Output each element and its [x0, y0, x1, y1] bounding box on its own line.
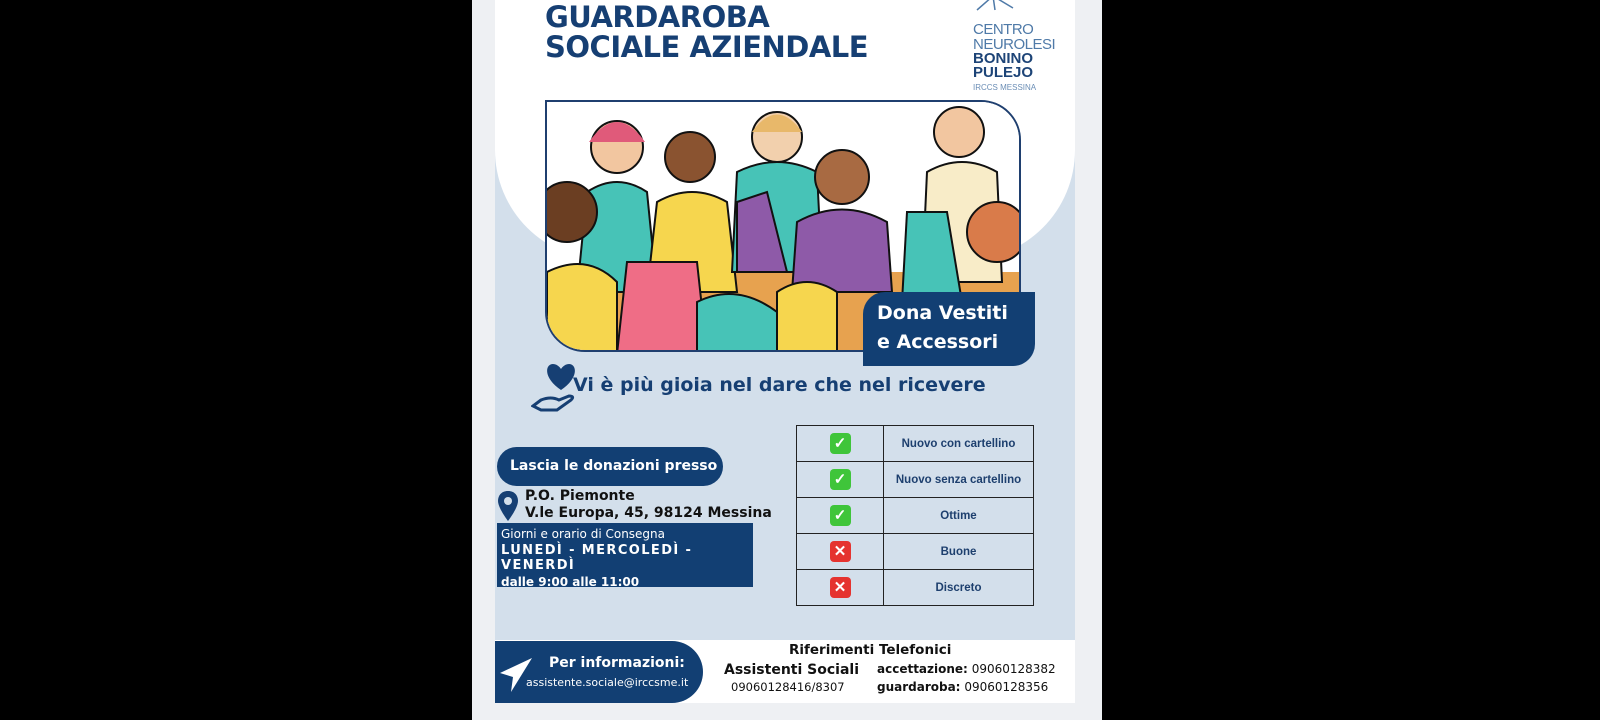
phone-references-title: Riferimenti Telefonici: [789, 642, 952, 658]
logo-text: PULEJO: [973, 64, 1034, 81]
condition-label: Discreto: [884, 570, 1034, 606]
title-line: GUARDAROBA: [545, 0, 770, 34]
wardrobe-number: 09060128356: [964, 680, 1049, 694]
logo: [973, 0, 1055, 92]
page-title: [545, 2, 868, 62]
title-line: SOCIALE AZIENDALE: [545, 30, 869, 64]
hours-time: dalle 9:00 alle 11:00: [501, 575, 640, 589]
cross-icon: ✕: [830, 577, 851, 598]
motto-text: Vi è più gioia nel dare che nel ricevere: [573, 374, 986, 396]
info-email[interactable]: assistente.sociale@irccsme.it: [526, 676, 689, 689]
footer: [495, 640, 1075, 703]
status-cell: [797, 498, 884, 534]
cross-icon: ✕: [830, 541, 851, 562]
banner-line: Dona Vestiti: [877, 302, 1008, 324]
check-icon: ✓: [830, 469, 851, 490]
social-workers-phone: 09060128416/8307: [731, 680, 845, 694]
condition-label: Nuovo con cartellino: [884, 426, 1034, 462]
acceptance-number: 09060128382: [971, 662, 1056, 676]
info-title: Per informazioni:: [549, 655, 685, 671]
logo-text: BONINO: [973, 50, 1033, 67]
table-row: [797, 462, 1034, 498]
table-row: [797, 426, 1034, 462]
acceptance-phone: [877, 662, 1056, 676]
motto: [531, 362, 986, 422]
logo-text: NEUROLESI: [973, 36, 1056, 53]
info-box: [495, 641, 703, 703]
status-cell: [797, 462, 884, 498]
status-cell: [797, 570, 884, 606]
check-icon: ✓: [830, 505, 851, 526]
acceptance-label: accettazione:: [877, 662, 968, 676]
donation-pill: Lascia le donazioni presso: [497, 447, 723, 486]
donation-address: [525, 488, 772, 522]
location-pin-icon: [497, 490, 519, 522]
wardrobe-label: guardaroba:: [877, 680, 961, 694]
conditions-table: [796, 425, 1034, 606]
donate-banner: [863, 292, 1035, 366]
table-row: [797, 498, 1034, 534]
condition-label: Buone: [884, 534, 1034, 570]
condition-label: Ottime: [884, 498, 1034, 534]
status-cell: [797, 534, 884, 570]
condition-label: Nuovo senza cartellino: [884, 462, 1034, 498]
delivery-hours: [497, 523, 753, 587]
social-workers-label: Assistenti Sociali: [724, 662, 859, 678]
hours-days: LUNEDÌ - MERCOLEDÌ -VENERDÌ: [501, 543, 693, 573]
wardrobe-phone: [877, 680, 1048, 694]
check-icon: ✓: [830, 433, 851, 454]
banner-line: e Accessori: [877, 331, 999, 353]
hours-label: Giorni e orario di Consegna: [501, 527, 666, 541]
logo-text: CENTRO: [973, 21, 1034, 38]
logo-text: IRCCS MESSINA: [973, 83, 1037, 92]
status-cell: [797, 426, 884, 462]
place-name: P.O. Piemonte: [525, 488, 635, 504]
table-row: [797, 534, 1034, 570]
street-address: V.le Europa, 45, 98124 Messina: [525, 505, 772, 521]
table-row: [797, 570, 1034, 606]
logo-star-icon: [975, 0, 1015, 12]
flyer-page: [495, 0, 1075, 703]
